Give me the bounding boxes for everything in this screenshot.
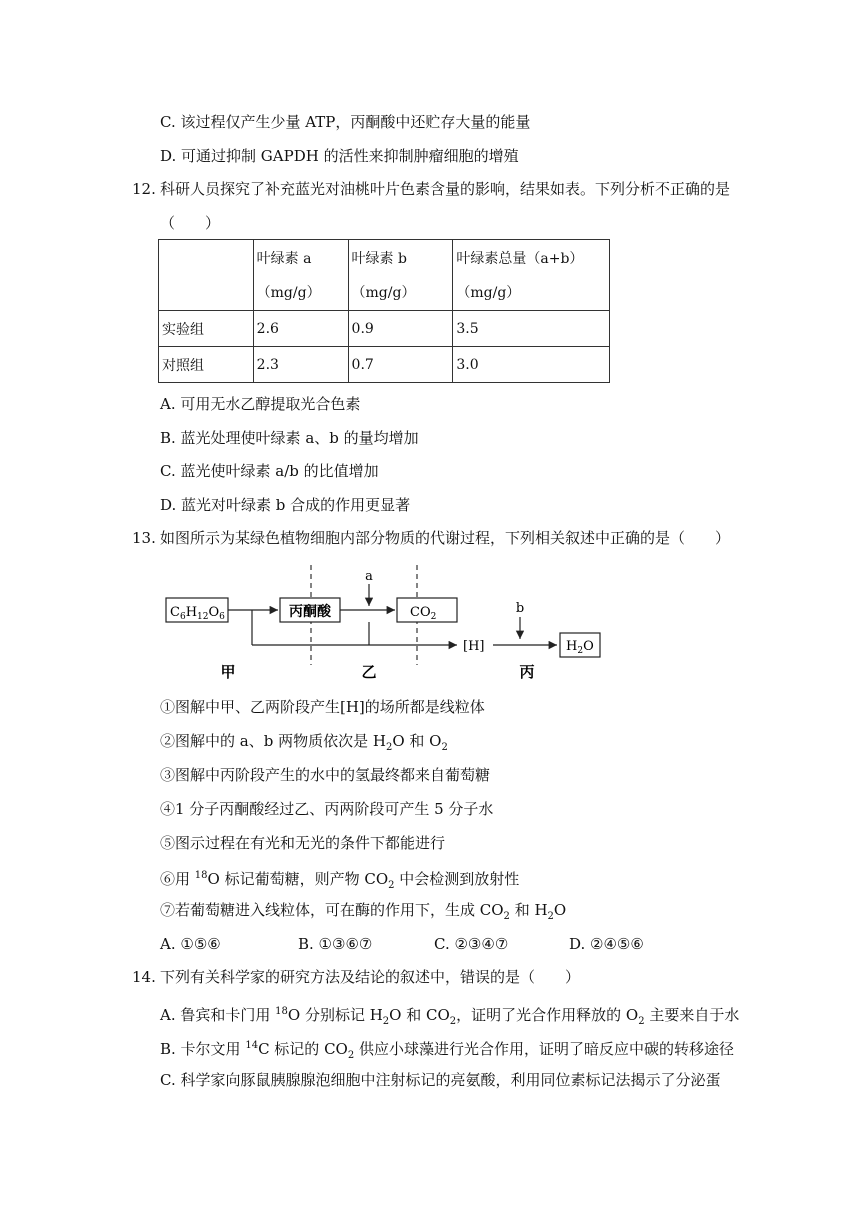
cell-chl-total: 3.0	[453, 347, 610, 383]
q13-number: 13.	[132, 529, 156, 547]
co2-label: $CO_2$	[410, 605, 437, 622]
q12-option-a: A. 可用无水乙醇提取光合色素	[160, 395, 361, 413]
q12-option-c: C. 蓝光使叶绿素 a/b 的比值增加	[160, 462, 379, 480]
h-label: [H]	[463, 639, 485, 654]
statement-7: ⑦若葡萄糖进入线粒体，可在酶的作用下，生成 $CO_2$ 和 $H_2O$	[160, 901, 567, 922]
statement-1: ①图解中甲、乙两阶段产生[H]的场所都是线粒体	[160, 698, 485, 716]
q12-option-d: D. 蓝光对叶绿素 b 合成的作用更显著	[160, 496, 411, 514]
table-corner-cell	[159, 240, 254, 311]
cell-chl-b: 0.7	[348, 347, 453, 383]
header-chl-a: 叶绿素 a （mg/g）	[253, 240, 348, 311]
q13-choices	[0, 934, 860, 954]
statement-6: ⑥用 $^{18}$O 标记葡萄糖，则产物 $CO_2$ 中会检测到放射性	[160, 870, 520, 891]
pigment-table	[158, 239, 610, 383]
q13-stem: 如图所示为某绿色植物细胞内部分物质的代谢过程，下列相关叙述中正确的是（ ）	[160, 529, 731, 547]
q12-answer-paren: （ ）	[160, 214, 221, 232]
metabolism-diagram	[160, 560, 610, 685]
glucose-label: $C_6H_{12}O_6$	[170, 605, 225, 622]
cell-chl-a: 2.3	[253, 347, 348, 383]
table-header-row	[159, 240, 610, 311]
statement-4: ④1 分子丙酮酸经过乙、丙两阶段可产生 5 分子水	[160, 800, 494, 818]
q14-stem: 下列有关科学家的研究方法及结论的叙述中，错误的是（ ）	[160, 968, 581, 986]
cell-chl-a: 2.6	[253, 311, 348, 347]
row-label: 实验组	[159, 311, 254, 347]
stage-jia-label: 甲	[220, 663, 236, 681]
table-row	[159, 347, 610, 383]
stage-bing-label: 丙	[519, 663, 535, 681]
q12-number: 12.	[132, 180, 156, 198]
q14-number: 14.	[132, 968, 156, 986]
q12-stem: 科研人员探究了补充蓝光对油桃叶片色素含量的影响，结果如表。下列分析不正确的是	[160, 180, 731, 198]
q11-option-c: C. 该过程仅产生少量 ATP，丙酮酸中还贮存大量的能量	[160, 113, 531, 131]
row-label: 对照组	[159, 347, 254, 383]
substance-b-label: b	[515, 601, 525, 616]
q14-option-c: C. 科学家向豚鼠胰腺腺泡细胞中注射标记的亮氨酸，利用同位素标记法揭示了分泌蛋	[160, 1071, 721, 1089]
header-chl-b: 叶绿素 b （mg/g）	[348, 240, 453, 311]
cell-chl-total: 3.5	[453, 311, 610, 347]
pyruvate-label: 丙酮酸	[289, 604, 331, 620]
statement-3: ③图解中丙阶段产生的水中的氢最终都来自葡萄糖	[160, 766, 491, 784]
q12-option-b: B. 蓝光处理使叶绿素 a、b 的量均增加	[160, 429, 419, 447]
statement-2: ②图解中的 a、b 两物质依次是 $H_2O$ 和 $O_2$	[160, 732, 448, 753]
water-label: $H_2O$	[566, 639, 594, 656]
q14-option-b: B. 卡尔文用 $^{14}$C 标记的 $CO_2$ 供应小球藻进行光合作用，证明了暗反应中碳的转移途径	[160, 1040, 735, 1061]
stage-yi-label: 乙	[361, 663, 377, 681]
q13-choice-a: A. ①⑤⑥	[160, 935, 221, 953]
q13-choice-d: D. ②④⑤⑥	[569, 935, 644, 953]
substance-a-label: a	[365, 569, 373, 584]
q11-option-d: D. 可通过抑制 GAPDH 的活性来抑制肿瘤细胞的增殖	[160, 147, 519, 165]
cell-chl-b: 0.9	[348, 311, 453, 347]
table-row	[159, 311, 610, 347]
q13-choice-b: B. ①③⑥⑦	[298, 935, 373, 953]
q14-option-a: A. 鲁宾和卡门用 $^{18}$O 分别标记 $H_2O$ 和 $CO_2$，证明了光合作用释放的 $O_2$ 主要来自于水	[160, 1006, 740, 1027]
statement-5: ⑤图示过程在有光和无光的条件下都能进行	[160, 834, 446, 852]
q13-choice-c: C. ②③④⑦	[434, 935, 509, 953]
header-chl-total: 叶绿素总量（a+b） （mg/g）	[453, 240, 610, 311]
